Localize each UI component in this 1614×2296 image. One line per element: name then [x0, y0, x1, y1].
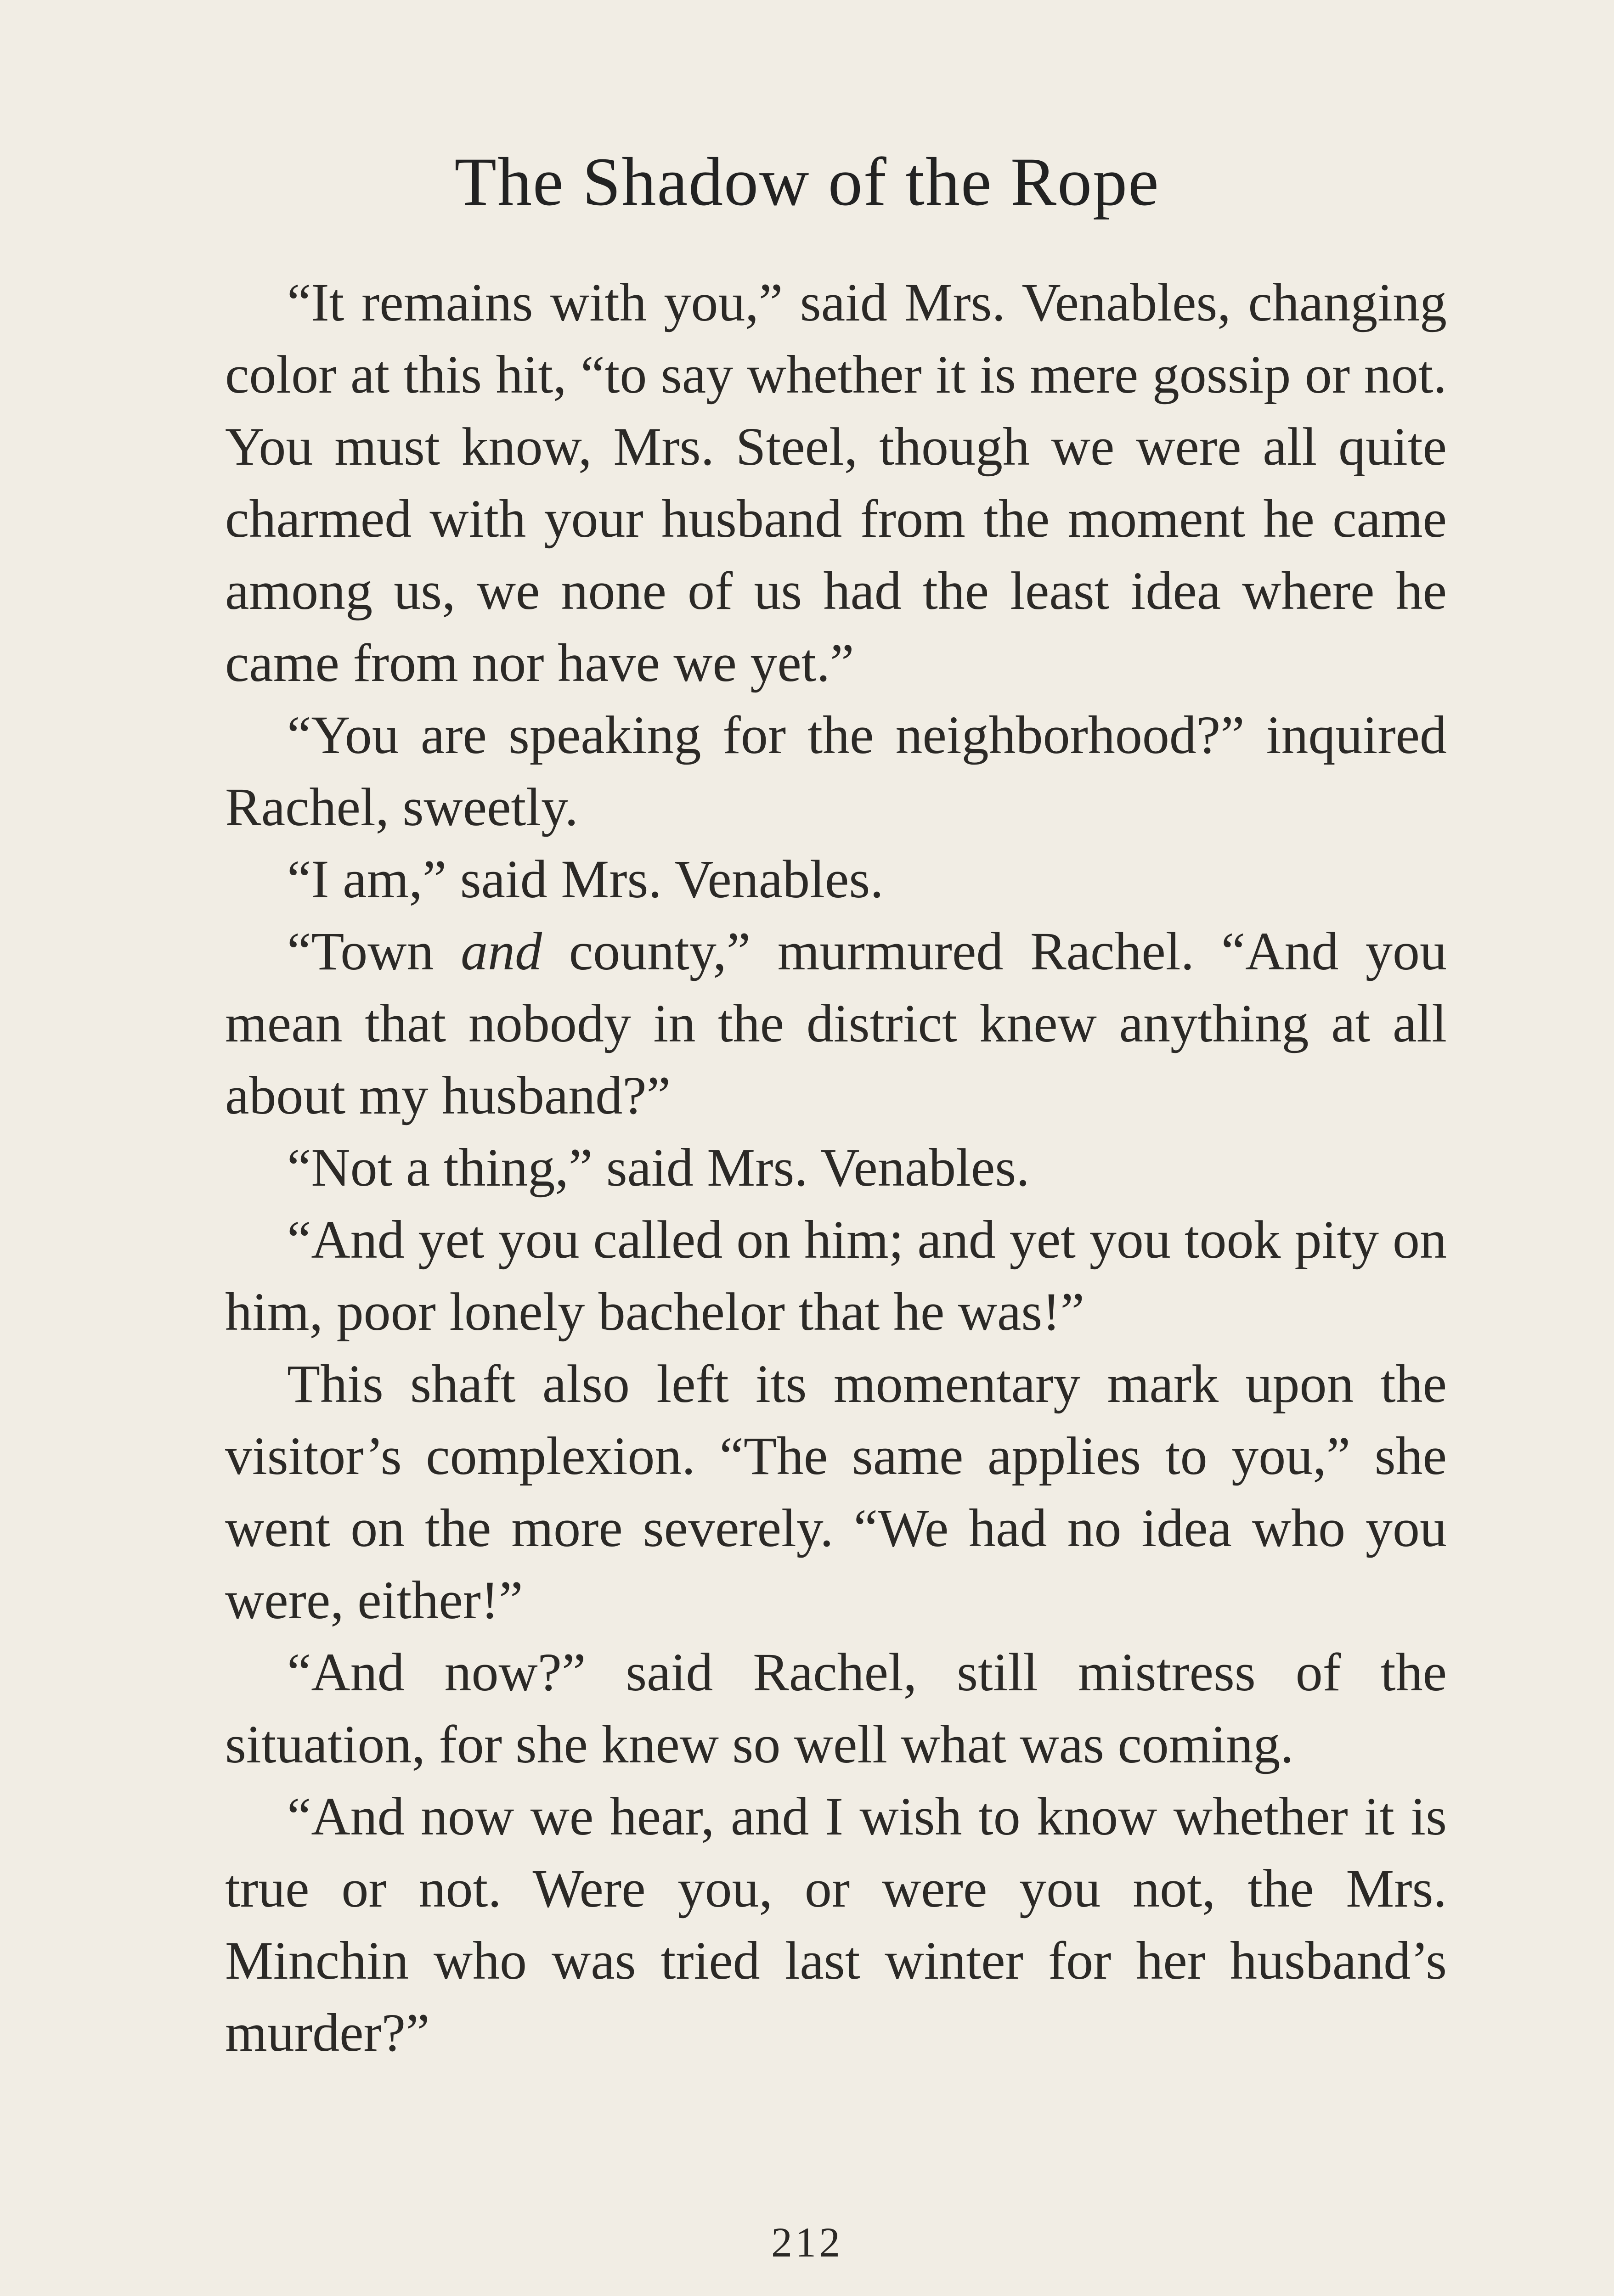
body-text	[225, 266, 1447, 2069]
page-number: 212	[771, 2219, 843, 2266]
paragraph: “And now?” said Rachel, still mistress of the situation, for she knew so well what was coming.	[225, 1642, 1447, 1774]
paragraph: “I am,” said Mrs. Venables.	[287, 849, 884, 909]
text-run: “Town	[287, 921, 461, 981]
paragraph: “And now we hear, and I wish to know whether it is true or not. Were you, or were you not, the Mrs. Minchin who was tried last winter for her husband’s murder?”	[225, 1786, 1447, 2063]
running-head: The Shadow of the Rope	[454, 144, 1160, 220]
paragraph: “You are speaking for the neighborhood?” inquired Rachel, sweetly.	[225, 705, 1447, 837]
emphasis-text: and	[461, 921, 542, 981]
paragraph: “And yet you called on him; and yet you took pity on him, poor lonely bachelor that he was!”	[225, 1210, 1447, 1342]
text-run: county,” murmured Rachel. “And you mean that nobody in the district knew anything at all about my husband?”	[225, 921, 1447, 1125]
paragraph: “Not a thing,” said Mrs. Venables.	[287, 1137, 1030, 1198]
paragraph: “It remains with you,” said Mrs. Venables, changing color at this hit, “to say whether it is mere gossip or not. You must know, Mrs. Steel, though we were all quite charmed with your husband from the moment he came among us, we none of us had the least idea where he came from nor have we yet.”	[225, 272, 1447, 693]
paragraph	[225, 915, 1447, 1131]
paragraph: This shaft also left its momentary mark upon the visitor’s complexion. “The same applies to you,” she went on the more severely. “We had no idea who you were, either!”	[225, 1354, 1447, 1630]
